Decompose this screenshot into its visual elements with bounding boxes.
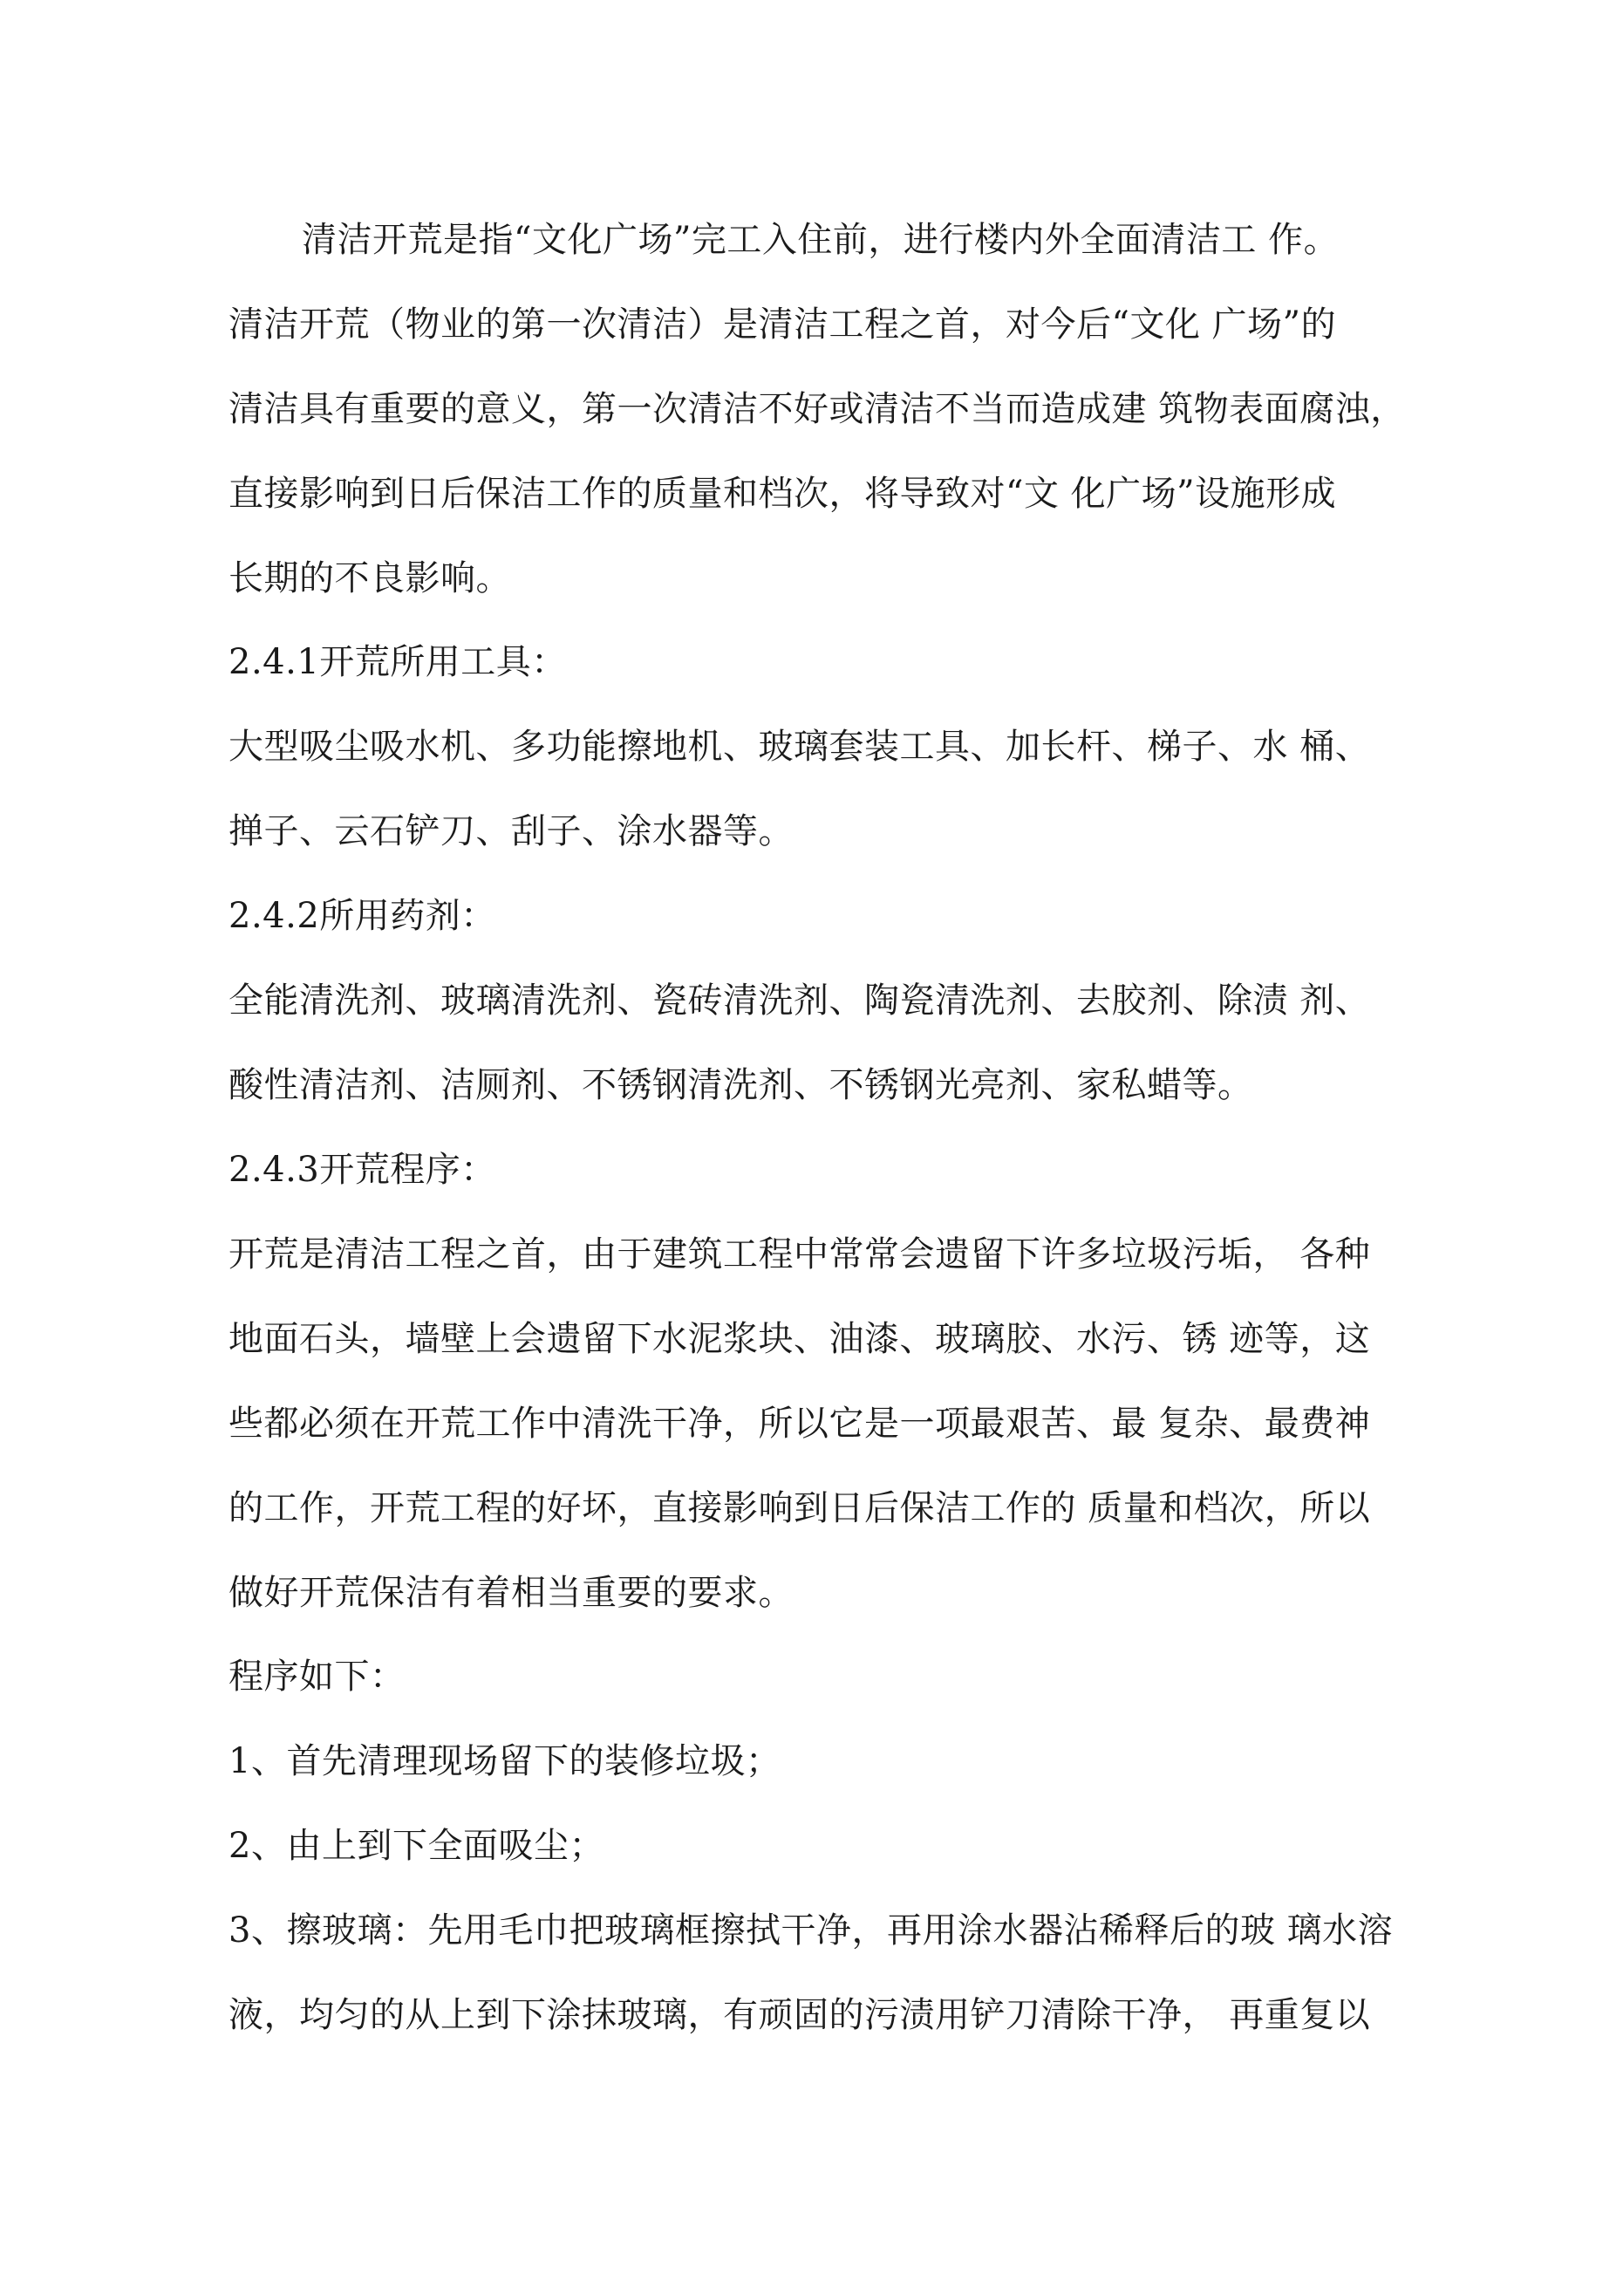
step-3-line-2: 液，均匀的从上到下涂抹玻璃，有顽固的污渍用铲刀清除干净， 再重复以: [228, 1995, 1371, 2035]
paragraph-1-line-5: 长期的不良影响。: [228, 558, 511, 598]
steps-intro: 程序如下：: [228, 1657, 406, 1697]
agents-line-1: 全能清洗剂、玻璃清洗剂、瓷砖清洗剂、陶瓷清洗剂、去胶剂、除渍 剂、: [228, 981, 1371, 1021]
step-2: 2、由上到下全面吸尘；: [228, 1826, 604, 1866]
procedure-paragraph-line-5: 做好开荒保洁有着相当重要的要求。: [228, 1573, 794, 1613]
procedure-paragraph-line-2: 地面石头，墙壁上会遗留下水泥浆块、油漆、玻璃胶、水污、锈 迹等，这: [228, 1319, 1371, 1359]
paragraph-1-line-3: 清洁具有重要的意义，第一次清洁不好或清洁不当而造成建 筑物表面腐浊，: [228, 389, 1406, 429]
procedure-paragraph-line-4: 的工作，开荒工程的好坏，直接影响到日后保洁工作的 质量和档次，所以: [228, 1488, 1371, 1528]
tools-line-1: 大型吸尘吸水机、多功能擦地机、玻璃套装工具、加长杆、梯子、水 桶、: [228, 727, 1371, 767]
tools-line-2: 掸子、云石铲刀、刮子、涂水器等。: [228, 811, 794, 851]
procedure-paragraph-line-1: 开荒是清洁工程之首，由于建筑工程中常常会遗留下许多垃圾污垢， 各种: [228, 1234, 1371, 1274]
step-3-line-1: 3、擦玻璃：先用毛巾把玻璃框擦拭干净，再用涂水器沾稀释后的玻 璃水溶: [228, 1910, 1394, 1951]
paragraph-1-line-2: 清洁开荒（物业的第一次清洁）是清洁工程之首，对今后“文化 广场”的: [228, 304, 1337, 345]
section-heading-2-4-2: 2.4.2所用药剂：: [228, 896, 496, 936]
section-heading-2-4-1: 2.4.1开荒所用工具：: [228, 642, 567, 682]
agents-line-2: 酸性清洁剂、洁厕剂、不锈钢清洗剂、不锈钢光亮剂、家私蜡等。: [228, 1065, 1253, 1105]
section-heading-2-4-3: 2.4.3开荒程序：: [228, 1150, 496, 1190]
step-1: 1、首先清理现场留下的装修垃圾；: [228, 1741, 781, 1781]
paragraph-1-line-1: 清洁开荒是指“文化广场”完工入住前，进行楼内外全面清洁工 作。: [302, 220, 1340, 260]
procedure-paragraph-line-3: 些都必须在开荒工作中清洗干净，所以它是一项最艰苦、最 复杂、最费神: [228, 1404, 1371, 1444]
paragraph-1-line-4: 直接影响到日后保洁工作的质量和档次，将导致对“文 化广场”设施形成: [228, 474, 1337, 514]
